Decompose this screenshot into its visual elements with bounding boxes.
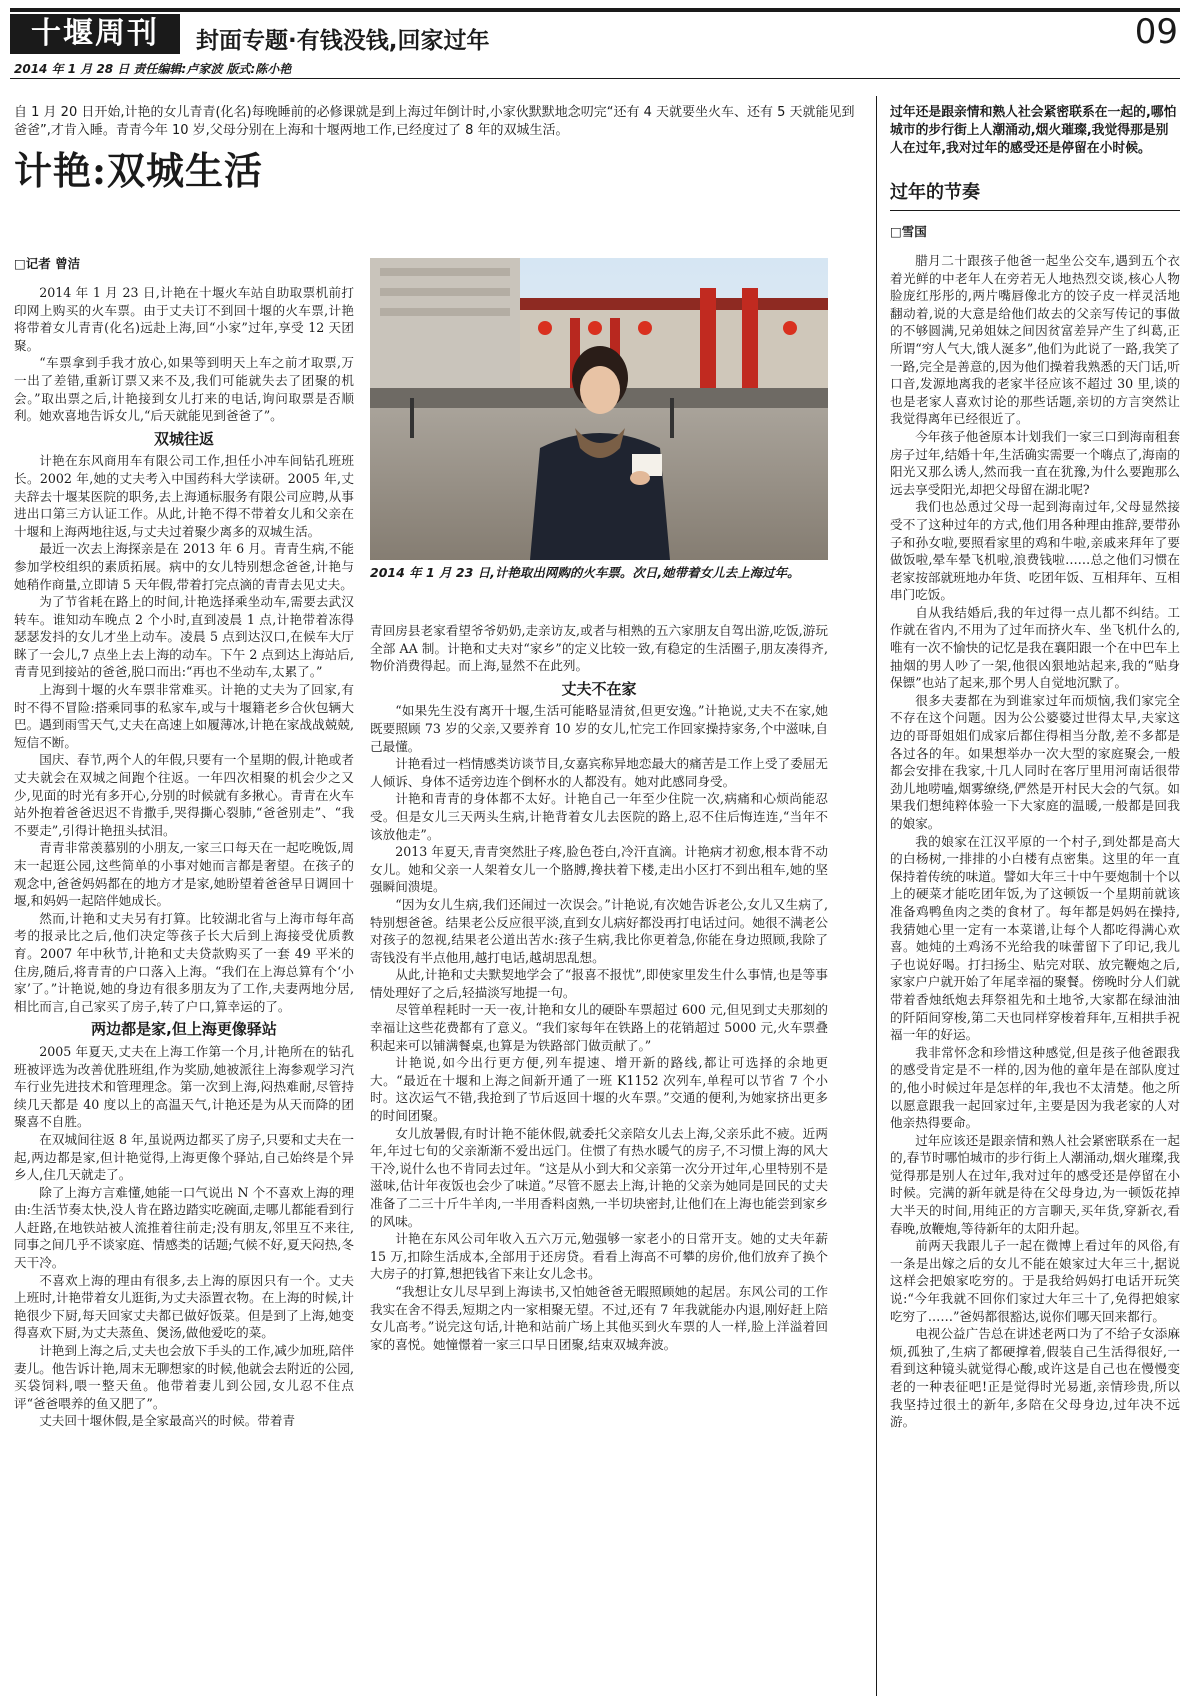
paragraph: 2005 年夏天,丈夫在上海工作第一个月,计艳所在的钻孔班被评选为改善优胜班组,作为奖励,她被派往上海参观学习汽车行业先进技术和管理理念。第一次到上海,闷热难耐,尽管持续几天都是 40 度以上的高温天气,计艳还是为从天而降的团聚喜不自胜。	[14, 1043, 354, 1130]
paragraph: 青回房县老家看望爷爷奶奶,走亲访友,或者与相熟的五六家朋友自驾出游,吃饭,游玩全部 AA 制。计艳和丈夫对“家乡”的定义比较一致,有稳定的生活圈子,朋友凑得齐,物价消费得起。而上海,显然不在此列。	[370, 623, 828, 674]
paragraph: 为了节省耗在路上的时间,计艳选择乘坐动车,需要去武汉转车。谁知动车晚点 2 个小时,直到凌晨 1 点,计艳带着冻得瑟瑟发抖的女儿才坐上动车。凌晨 5 点到达汉口,在候车大厅眯了一会儿,7 点坐上去上海的动车。下午 2 点到达上海站后,青青见到接站的爸爸,脱口而出:“再也不坐动车,太累了。”	[14, 594, 354, 680]
page-number: 09	[1134, 12, 1178, 52]
paragraph: 前两天我跟儿子一起在微博上看过年的风俗,有一条是出嫁之后的女儿不能在娘家过大年三十,据说这样会把娘家吃穷的。于是我给妈妈打电话开玩笑说:“今年我就不回你们家过大年三十了,免得把娘家吃穷了……”爸妈都很豁达,说你们哪天回来都行。	[890, 1238, 1180, 1324]
article-column-1	[14, 284, 354, 1430]
article-column-2	[370, 622, 828, 1353]
paragraph: 今年孩子他爸原本计划我们一家三口到海南租套房子过年,结婚十年,生活确实需要一个嗨点了,海南的阳光又那么诱人,然而我一直在犹豫,为什么要跑那么远去享受阳光,却把父母留在湖北呢?	[890, 428, 1180, 497]
paragraph: 在双城间往返 8 年,虽说两边都买了房子,只要和丈夫在一起,两边都是家,但计艳觉得,上海更像个驿站,自己始终是个异乡人,住几天就走了。	[14, 1131, 354, 1183]
paragraph: 电视公益广告总在讲述老两口为了不给子女添麻烦,孤独了,生病了都硬撑着,假装自己生活得很好,一看到这种镜头就觉得心酸,或许这是自己也在慢慢变老的一种表征吧!正是觉得时光易逝,亲情珍贵,所以我坚持过很土的新年,多陪在父母身边,过年决不远游。	[890, 1326, 1180, 1430]
sidebar-intro: 过年还是跟亲情和熟人社会紧密联系在一起的,哪怕城市的步行街上人潮涌动,烟火璀璨,我觉得那是别人在过年,我对过年的感受还是停留在小时候。	[890, 105, 1177, 156]
paragraph: 过年应该还是跟亲情和熟人社会紧密联系在一起的,春节时哪怕城市的步行街上人潮涌动,烟火璀璨,我觉得那是别人在过年,我对过年的感受还是停留在小时候。完满的新年就是待在父母身边,为一顿饭花掉大半天的时间,用纯正的方言聊天,买年货,穿新衣,看春晚,放鞭炮,等待新年的太阳升起。	[890, 1132, 1180, 1236]
paragraph: 最近一次去上海探亲是在 2013 年 6 月。青青生病,不能参加学校组织的素质拓展。病中的女儿特别想念爸爸,计艳与她稍作商量,立即请 5 天年假,带着打完点滴的青青去见丈夫。	[14, 541, 354, 592]
news-photo	[370, 258, 828, 560]
paragraph: “如果先生没有离开十堰,生活可能略显清贫,但更安逸。”计艳说,丈夫不在家,她既要照顾 73 岁的父亲,又要养育 10 岁的女儿,忙完工作回家操持家务,个中滋味,自己最懂。	[370, 703, 828, 754]
paragraph: 计艳在东风商用车有限公司工作,担任小冲车间钻孔班班长。2002 年,她的丈夫考入中国药科大学读研。2005 年,丈夫辞去十堰某医院的职务,去上海通标服务有限公司应聘,从事进出口第三方认证工作。从此,计艳不得不带着女儿和父亲在十堰和上海两地往返,与丈夫过着聚少离多的双城生活。	[14, 453, 354, 539]
paragraph: 计艳到上海之后,丈夫也会放下手头的工作,减少加班,陪伴妻儿。他告诉计艳,周末无聊想家的时候,他就会去附近的公园,买袋饲料,喂一整天鱼。他带着妻儿到公园,女儿忍不住点评“爸爸喂养的鱼又肥了”。	[14, 1343, 354, 1411]
paragraph: 除了上海方言难懂,她能一口气说出 N 个不喜欢上海的理由:生活节奏太快,没人肯在路边踏实吃碗面,走哪儿都能看到行人赶路,在地铁站被人流推着往前走;没有朋友,邻里互不来往,同事之间几乎不谈家庭、情感类的话题;气候不好,夏天闷热,冬天干冷。	[14, 1184, 354, 1271]
article-intro: 自 1 月 20 日开始,计艳的女儿青青(化名)每晚睡前的必修课就是到上海过年倒计时,小家伙默默地念叨完“还有 4 天就要坐火车、还有 5 天就能见到爸爸”,才肯入睡。青青今年 10 岁,父母分别在上海和十堰两地工作,已经度过了 8 年的双城生活。	[14, 105, 855, 138]
paragraph: 国庆、春节,两个人的年假,只要有一个星期的假,计艳或者丈夫就会在双城之间跑个往返。一年四次相聚的机会少之又少,见面的时光有多开心,分别的时候就有多揪心。青青在火车站外抱着爸爸迟迟不肯撒手,哭得撕心裂肺,“爸爸别走”、“我不要走”,引得计艳扭头拭泪。	[14, 752, 354, 838]
paragraph: “车票拿到手我才放心,如果等到明天上车之前才取票,万一出了差错,重新订票又来不及,我们可能就失去了团聚的机会。”取出票之后,计艳接到女儿打来的电话,询问取票是否顺利。她欢喜地告诉女儿,“后天就能见到爸爸了”。	[14, 355, 354, 424]
paragraph: 计艳看过一档情感类访谈节目,女嘉宾称异地恋最大的痛苦是工作上受了委屈无人倾诉、身体不适旁边连个倒杯水的人都没有。她对此感同身受。	[370, 756, 828, 789]
sidebar-column	[890, 252, 1180, 1431]
article-byline: □记者 曾洁	[14, 256, 81, 271]
paragraph: 尽管单程耗时一天一夜,计艳和女儿的硬卧车票超过 600 元,但见到丈夫那刻的幸福让这些花费都有了意义。“我们家每年在铁路上的花销超过 5000 元,火车票叠积起来可以铺满餐桌,也算是为铁路部门做贡献了。”	[370, 1002, 828, 1053]
paragraph: 计艳说,如今出行更方便,列车提速、增开新的路线,都让可选择的余地更大。“最近在十堰和上海之间新开通了一班 K1152 次列车,单程可以节省 7 个小时。这次运气不错,我抢到了节后返回十堰的火车票。”交通的便利,为她家挤出更多的时间团聚。	[370, 1055, 828, 1124]
paragraph: 女儿放暑假,有时计艳不能休假,就委托父亲陪女儿去上海,父亲乐此不疲。近两年,年过七旬的父亲渐渐不爱出远门。住惯了有热水暖气的房子,不习惯上海的风大干冷,说什么也不肯同去过年。“这是从小到大和父亲第一次分开过年,心里特别不是滋味,估计年夜饭也会少了味道。”尽管不愿去上海,计艳的父亲为她同是回民的丈夫准备了二三十斤牛羊肉,一半用香料卤熟,一半切块密封,让他们在上海也能尝到家乡的风味。	[370, 1125, 828, 1229]
paragraph: 计艳和青青的身体都不太好。计艳自己一年至少住院一次,病痛和心烦尚能忍受。但是女儿三天两头生病,计艳背着女儿去医院的路上,忍不住后悔连连,“当年不该放他走”。	[370, 791, 828, 842]
paragraph: 青青非常羡慕别的小朋友,一家三口每天在一起吃晚饭,周末一起逛公园,这些简单的小事对她而言都是奢望。在孩子的观念中,爸爸妈妈都在的地方才是家,她盼望着爸爸早日调回十堰,和妈妈一起陪伴她成长。	[14, 840, 354, 909]
photo-train-station-scene	[370, 258, 828, 560]
paragraph: 自从我结婚后,我的年过得一点儿都不纠结。工作就在省内,不用为了过年而挤火车、坐飞机什么的,唯有一次不愉快的记忆是我在襄阳跟一个在中巴车上抽烟的男人吵了一架,他很凶狠地站起来,我的“贴身保镖”也站了起来,那个男人自觉地沉默了。	[890, 604, 1180, 691]
column-divider	[876, 96, 877, 1696]
paragraph: 从此,计艳和丈夫默契地学会了“报喜不报忧”,即使家里发生什么事情,也是等事情处理好了之后,轻描淡写地提一句。	[370, 967, 828, 1000]
paragraph: 腊月二十跟孩子他爸一起坐公交车,遇到五个衣着光鲜的中老年人在旁若无人地热烈交谈,核心人物脸庞红彤彤的,两片嘴唇像北方的饺子皮一样灵活地翻动着,说的大意是给他们故去的父亲写传记的事做的不够圆满,兄弟姐妹之间因贫富差异产生了纠葛,正所谓“穷人气大,饿人涎多”,他们为此说了一路,我笑了一路,完全是善意的,因为他们操着我熟悉的天门话,听口音,发源地离我的老家半径应该不超过 30 里,谈的也是老家人喜欢讨论的那些话题,亲切的方言突然让我觉得离年已经很近了。	[890, 253, 1180, 427]
dateline-rule	[10, 78, 1180, 79]
paragraph: 我们也怂恿过父母一起到海南过年,父母显然接受不了这种过年的方式,他们用各种理由推辞,要带孙子和孙女啦,要照看家里的鸡和牛啦,亲戚来拜年了要做饭啦,晕车晕飞机啦,浪费钱啦……总之他们习惯在老家按部就班地办年货、吃团年饭、互相拜年、互相串门吃饭。	[890, 499, 1180, 603]
paragraph: 丈夫回十堰休假,是全家最高兴的时候。带着青	[39, 1413, 296, 1429]
paragraph: 我非常怀念和珍惜这种感觉,但是孩子他爸跟我的感受肯定是不一样的,因为他的童年是在部队度过的,他小时候过年是怎样的年,我也不太清楚。他之所以愿意跟我一起回家过年,主要是因为我老家的人对他亲热得要命。	[890, 1044, 1180, 1131]
sidebar-rule	[890, 210, 1180, 211]
section-subheading: 双城往返	[153, 429, 214, 448]
photo-caption: 2014 年 1 月 23 日,计艳取出网购的火车票。次日,她带着女儿去上海过年。	[370, 565, 800, 580]
paragraph: 然而,计艳和丈夫另有打算。比较湖北省与上海市每年高考的报录比之后,他们决定等孩子长大后到上海接受优质教育。2007 年中秋节,计艳和丈夫贷款购买了一套 49 平米的住房,随后,将青青的户口落入上海。“我们在上海总算有个‘小家’了。”计艳说,她的身边有很多朋友为了工作,夫妻两地分居,相比而言,自己家买了房子,转了户口,算幸运的了。	[14, 910, 354, 1014]
paragraph: 很多夫妻都在为到谁家过年而烦恼,我们家完全不存在这个问题。因为公公婆婆过世得太早,夫家这边的哥哥姐姐们成家后都住得相当分散,差不多都是各过各的年。如果想举办一次大型的家庭聚会,一般都会安排在我家,十几人同时在客厅里用河南话很带劲儿地唠嗑,烟雾缭绕,俨然是开村民大会的气氛。如果我们想纯粹体验一下大家庭的温暖,一般都是回我的娘家。	[890, 692, 1180, 831]
header-rule	[10, 8, 1180, 12]
article-headline: 计艳:双城生活	[14, 148, 264, 193]
paragraph: 2014 年 1 月 23 日,计艳在十堰火车站自助取票机前打印网上购买的火车票。由于丈夫订不到回十堰的火车票,计艳将带着女儿青青(化名)远赴上海,回“小家”过年,享受 12 天团聚。	[14, 285, 354, 353]
section-title: 封面专题·有钱没钱,回家过年	[196, 28, 490, 54]
sidebar-byline: □雪国	[890, 224, 927, 239]
paragraph: 我的娘家在江汉平原的一个村子,到处都是高大的白杨树,一排排的小白楼有点密集。这里的年一直保持着传统的味道。譬如大年三十中午要炮制十个以上的硬菜才能吃团年饭,为了这顿饭一个星期前就该准备鸡鸭鱼肉之类的食材了。每年都是妈妈在操持,我猜她心里一定有一本菜谱,让每个人都吃得满心欢喜。她炖的土鸡汤不光给我的味蕾留下了印记,我儿子也说好喝。打扫扬尘、贴完对联、放完鞭炮之后,家家户户就开始了年尾幸福的聚餐。傍晚时分人们就带着香烛纸炮去拜祭祖先和土地爷,大家都在绿油油的阡陌间穿梭,第二天也同样穿梭着拜年,互相拱手祝福一年的好运。	[890, 833, 1180, 1043]
section-subheading: 丈夫不在家	[561, 679, 637, 698]
section-subheading: 两边都是家,但上海更像驿站	[91, 1020, 277, 1039]
paragraph: 2013 年夏天,青青突然肚子疼,脸色苍白,冷汗直滴。计艳病才初愈,根本背不动女儿。她和父亲一人架着女儿一个胳膊,搀扶着下楼,走出小区打不到出租车,她的坚强瞬间溃堤。	[370, 844, 828, 895]
paragraph: 上海到十堰的火车票非常难买。计艳的丈夫为了回家,有时不得不冒险:搭乘同事的私家车,或与十堰籍老乡合伙包辆大巴。遇到雨雪天气,丈夫在高速上如履薄冰,计艳在家战战兢兢,短信不断。	[14, 682, 354, 750]
paragraph: 不喜欢上海的理由有很多,去上海的原因只有一个。丈夫上班时,计艳带着女儿逛街,为丈夫添置衣物。在上海的时候,计艳很少下厨,每天回家丈夫都已做好饭菜。但是到了上海,她变得喜欢下厨,为丈夫蒸鱼、煲汤,做他爱吃的菜。	[14, 1272, 354, 1341]
sidebar-title: 过年的节奏	[890, 182, 980, 203]
paragraph: “我想让女儿尽早到上海读书,又怕她爸爸无暇照顾她的起居。东风公司的工作我实在舍不得丢,短期之内一家相聚无望。不过,还有 7 年我就能办内退,刚好赶上陪女儿高考。”说完这句话,计艳和站前广场上其他买到火车票的人一样,脸上洋溢着回家的喜悦。她憧憬着一家三口早日团聚,结束双城奔波。	[370, 1283, 828, 1352]
masthead: 十堰周刊	[10, 14, 180, 54]
dateline: 2014 年 1 月 28 日 责任编辑:卢家波 版式:陈小艳	[14, 62, 292, 76]
paragraph: “因为女儿生病,我们还闹过一次误会。”计艳说,有次她告诉老公,女儿又生病了,特别想爸爸。结果老公反应很平淡,直到女儿病好都没再打电话过问。她很不满老公对孩子的忽视,结果老公道出苦水:孩子生病,我比你更着急,你能在身边照顾,我除了寄钱没有半点他用,越打电话,越胡思乱想。	[370, 896, 828, 965]
paragraph: 计艳在东风公司年收入五六万元,勉强够一家老小的日常开支。她的丈夫年薪 15 万,扣除生活成本,全部用于还房贷。看看上海高不可攀的房价,他们放弃了换个大房子的打算,想把钱省下来让女儿念书。	[370, 1231, 828, 1282]
